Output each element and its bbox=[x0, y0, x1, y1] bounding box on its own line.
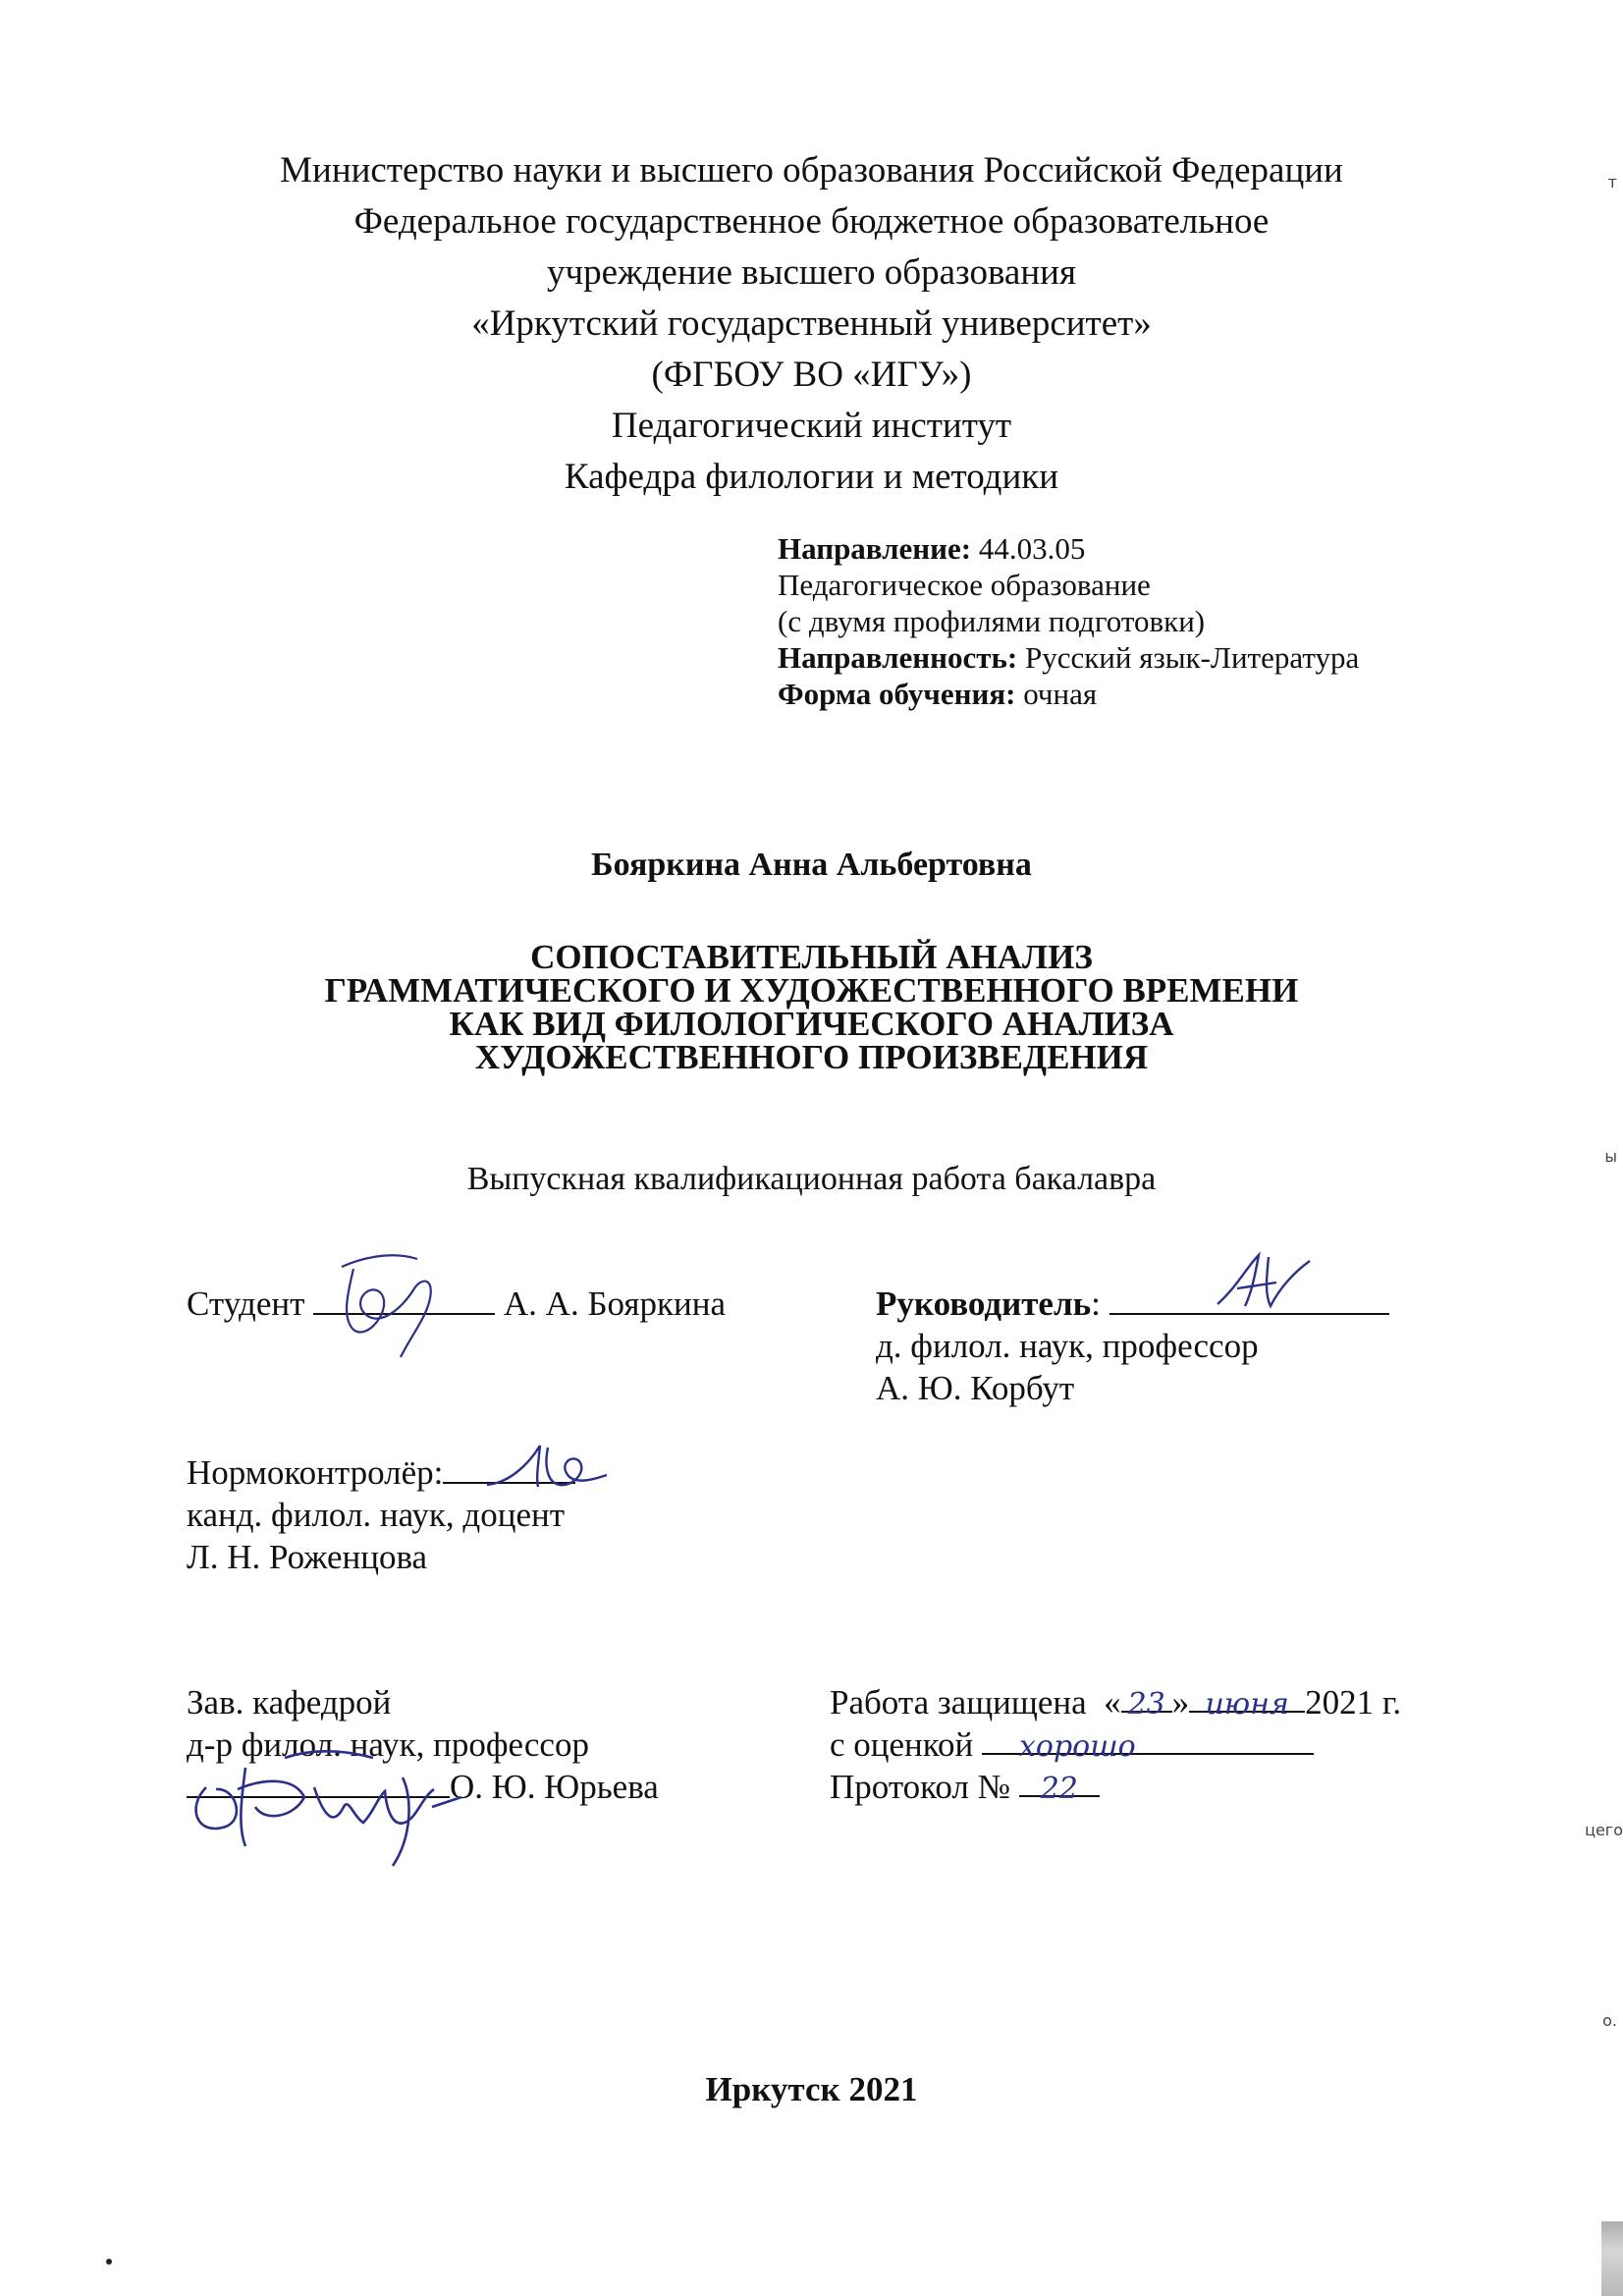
defense-open-quote: « bbox=[1104, 1683, 1121, 1722]
university-name: «Иркутский государственный университет» bbox=[471, 303, 1152, 344]
supervisor-name: А. Ю. Корбут bbox=[876, 1369, 1075, 1407]
title-line-2: ГРАММАТИЧЕСКОГО И ХУДОЖЕСТВЕННОГО ВРЕМЕНИ bbox=[324, 971, 1299, 1010]
form-label: Форма обучения: bbox=[778, 677, 1016, 711]
institution-type-line: Федеральное государственное бюджетное образовательное bbox=[353, 201, 1270, 242]
city-year: Иркутск 2021 bbox=[705, 2070, 918, 2108]
normcontrol-signature bbox=[479, 1436, 617, 1504]
title-line-4: ХУДОЖЕСТВЕННОГО ПРОИЗВЕДЕНИЯ bbox=[474, 1038, 1149, 1076]
margin-fragment: цего bbox=[1585, 1821, 1623, 1839]
margin-fragment: о. bbox=[1602, 2011, 1617, 2030]
head-degree: д-р филол. наук, профессор bbox=[187, 1725, 589, 1764]
supervisor-degree: д. филол. наук, профессор bbox=[876, 1327, 1259, 1365]
focus-label: Направленность: bbox=[778, 640, 1018, 675]
institution-type-line-2: учреждение высшего образования bbox=[547, 252, 1076, 293]
defense-block bbox=[830, 1681, 1401, 1808]
student-label: Студент bbox=[187, 1285, 305, 1323]
student-signature bbox=[324, 1239, 471, 1367]
thesis-title bbox=[0, 938, 1623, 1076]
head-label: Зав. кафедрой bbox=[187, 1683, 392, 1722]
normcontrol-name: Л. Н. Роженцова bbox=[187, 1538, 428, 1576]
grade-value: хорошо bbox=[1019, 1729, 1136, 1764]
head-name: О. Ю. Юрьева bbox=[450, 1768, 659, 1806]
defense-year: 2021 г. bbox=[1305, 1683, 1402, 1722]
supervisor-signature bbox=[1208, 1247, 1325, 1326]
focus-value: Русский язык-Литература bbox=[1024, 640, 1360, 675]
direction-label: Направление: bbox=[778, 531, 972, 566]
ministry-line: Министерство науки и высшего образования Российской Федерации bbox=[280, 150, 1343, 191]
title-line-3: КАК ВИД ФИЛОЛОГИЧЕСКОГО АНАЛИЗА bbox=[449, 1005, 1174, 1043]
margin-fragment: т bbox=[1607, 173, 1617, 191]
department-name: Кафедра филологии и методики bbox=[564, 457, 1059, 497]
normcontrol-label: Нормоконтролёр: bbox=[187, 1453, 444, 1492]
title-line-1: СОПОСТАВИТЕЛЬНЫЙ АНАЛИЗ bbox=[530, 938, 1093, 976]
direction-name-2: (с двумя профилями подготовки) bbox=[778, 604, 1206, 638]
protocol-number: 22 bbox=[1040, 1772, 1078, 1806]
grade-label: с оценкой bbox=[830, 1725, 974, 1764]
institute-name: Педагогический институт bbox=[611, 406, 1012, 446]
defense-month: июня bbox=[1205, 1687, 1289, 1722]
protocol-label: Протокол № bbox=[830, 1768, 1011, 1806]
form-value: очная bbox=[1023, 677, 1098, 711]
institution-header bbox=[0, 145, 1623, 503]
defense-label: Работа защищена bbox=[830, 1683, 1087, 1722]
defense-day: 23 bbox=[1127, 1687, 1165, 1722]
university-abbr: (ФГБОУ ВО «ИГУ») bbox=[651, 355, 972, 395]
supervisor-label: Руководитель bbox=[876, 1285, 1092, 1323]
supervisor-colon: : bbox=[1091, 1285, 1101, 1323]
defense-close-quote: » bbox=[1171, 1683, 1190, 1722]
scan-dot bbox=[106, 2259, 112, 2265]
head-signature bbox=[177, 1728, 461, 1876]
margin-fragment: ы bbox=[1604, 1147, 1617, 1166]
direction-name-1: Педагогическое образование bbox=[778, 568, 1151, 602]
direction-code: 44.03.05 bbox=[978, 531, 1086, 566]
scan-edge-mark bbox=[1601, 2221, 1623, 2296]
student-name: А. А. Бояркина bbox=[503, 1285, 726, 1323]
normcontrol-degree: канд. филол. наук, доцент bbox=[187, 1496, 566, 1534]
study-direction-block bbox=[778, 530, 1359, 712]
author-name: Бояркина Анна Альбертовна bbox=[591, 847, 1032, 883]
work-type: Выпускная квалификационная работа бакалавра bbox=[466, 1161, 1157, 1197]
